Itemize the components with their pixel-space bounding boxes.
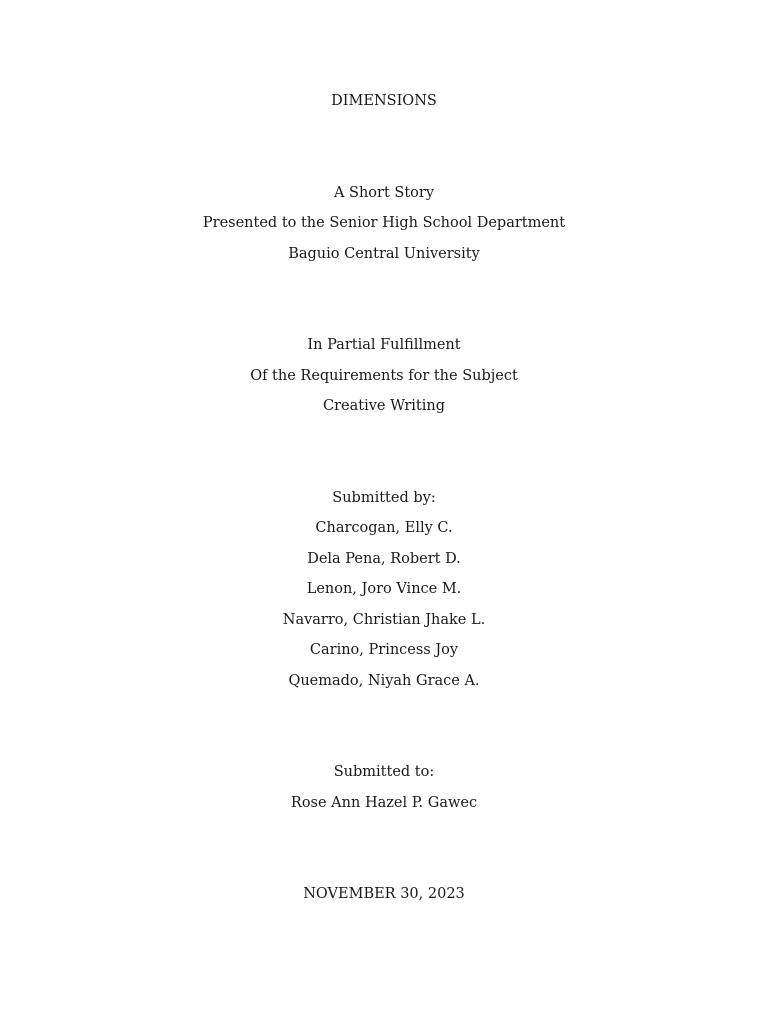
author-name: Quemado, Niyah Grace A. <box>288 673 480 689</box>
author-name: Lenon, Joro Vince M. <box>306 581 462 597</box>
submitted-by-label: Submitted by: <box>332 490 436 506</box>
author-name: Navarro, Christian Jhake L. <box>282 612 486 628</box>
fulfillment-line-1: In Partial Fulfillment <box>307 337 461 353</box>
document-title: DIMENSIONS <box>331 93 437 109</box>
author-name: Charcogan, Elly C. <box>315 520 453 536</box>
submission-date: NOVEMBER 30, 2023 <box>303 886 465 902</box>
submitted-to-label: Submitted to: <box>333 764 435 780</box>
author-name: Carino, Princess Joy <box>309 642 459 658</box>
author-name: Dela Pena, Robert D. <box>307 551 461 567</box>
presentation-line-1: A Short Story <box>333 185 435 201</box>
fulfillment-line-2: Of the Requirements for the Subject <box>250 368 518 384</box>
presentation-line-3: Baguio Central University <box>288 246 480 262</box>
instructor-name: Rose Ann Hazel P. Gawec <box>290 795 478 811</box>
fulfillment-line-3: Creative Writing <box>322 398 445 414</box>
presentation-line-2: Presented to the Senior High School Department <box>202 215 566 231</box>
